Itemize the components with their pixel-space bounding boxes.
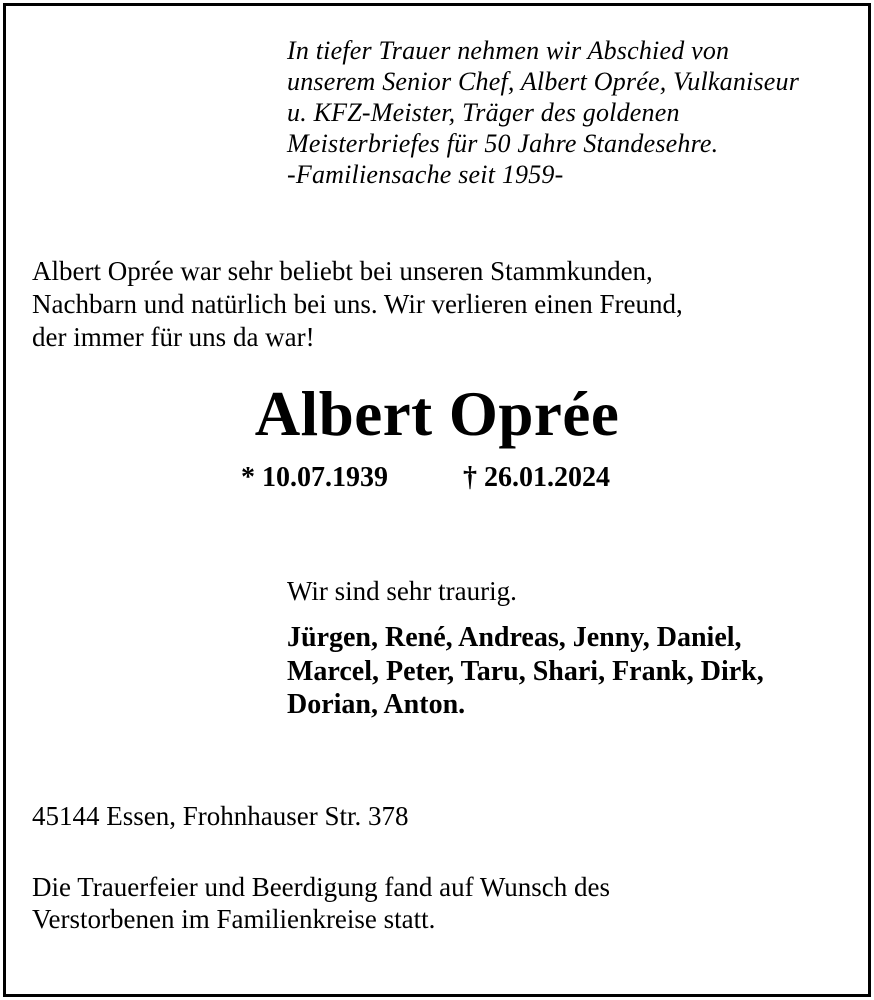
death-date: † 26.01.2024 [463,462,610,493]
intro-line: unserem Senior Chef, Albert Oprée, Vulkaniseur [287,67,800,96]
intro-line: u. KFZ-Meister, Träger des goldenen [287,98,680,127]
mourner-names-line: Dorian, Anton. [287,689,466,720]
funeral-note-line: Die Trauerfeier und Beerdigung fand auf Wunsch des [32,872,611,902]
intro-line: -Familiensache seit 1959- [287,160,564,189]
tribute-line: Nachbarn und natürlich bei uns. Wir verlieren einen Freund, [32,289,683,319]
address: 45144 Essen, Frohnhauser Str. 378 [32,801,409,831]
mourner-names-line: Marcel, Peter, Taru, Shari, Frank, Dirk, [287,656,764,687]
mourner-names-line: Jürgen, René, Andreas, Jenny, Daniel, [287,622,742,653]
tribute-line: Albert Oprée war sehr beliebt bei unseren Stammkunden, [32,256,653,286]
intro-line: Meisterbriefes für 50 Jahre Standesehre. [287,129,719,158]
intro-line: In tiefer Trauer nehmen wir Abschied von [287,36,730,65]
deceased-name: Albert Oprée [254,379,620,449]
birth-date: * 10.07.1939 [241,462,388,493]
tribute-line: der immer für uns da war! [32,322,315,352]
mourning-statement: Wir sind sehr traurig. [287,576,517,606]
funeral-note-line: Verstorbenen im Familienkreise statt. [32,904,436,934]
